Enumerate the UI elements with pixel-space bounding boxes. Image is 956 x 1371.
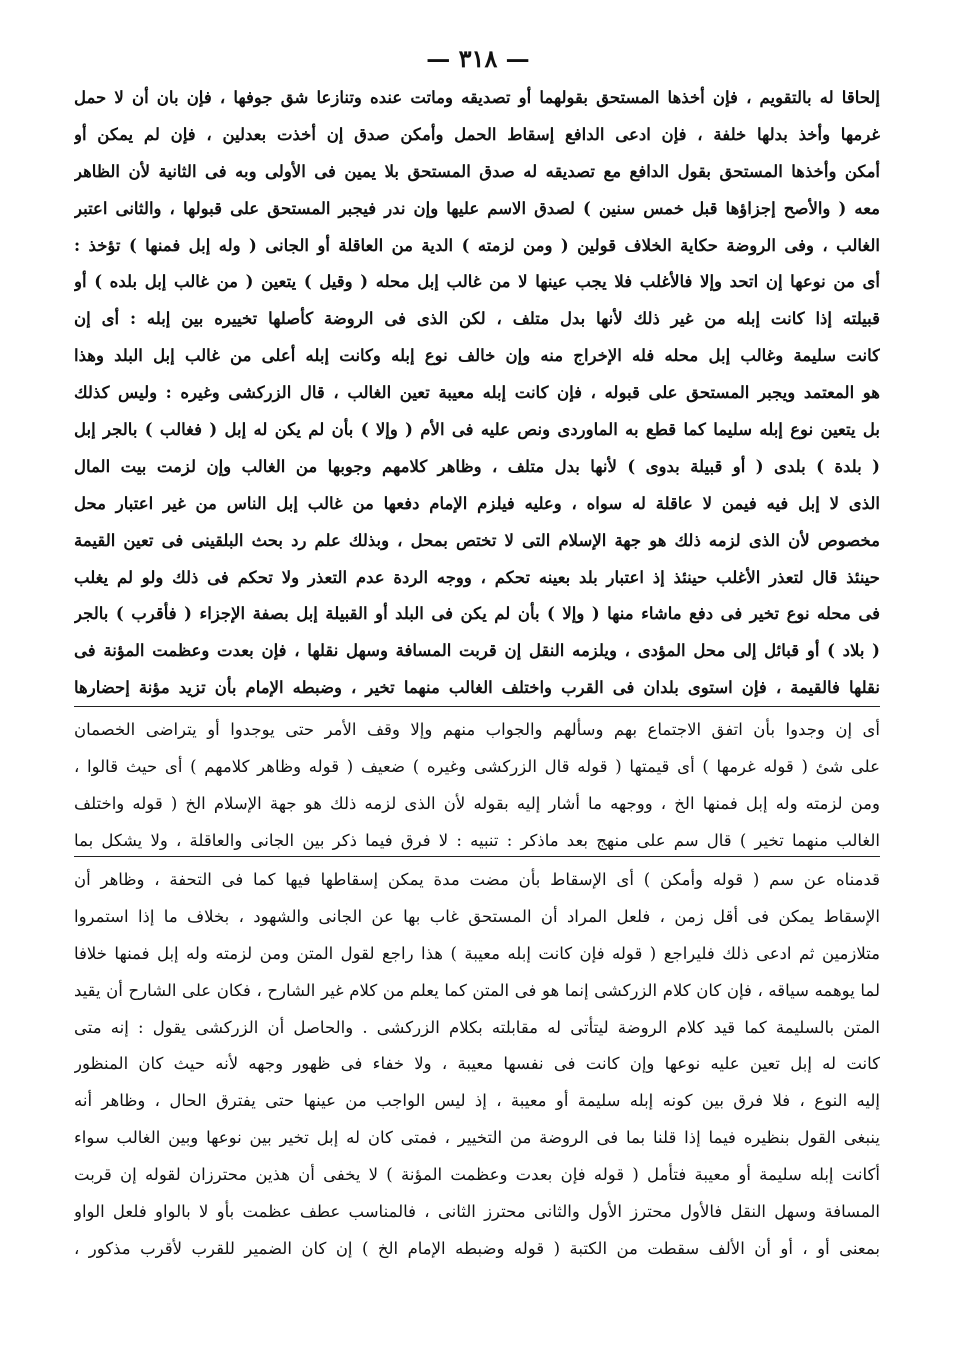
footnote-line: لما يوهمه سياقه ، فإن كان كلام الزركشى إنما هو فى المتن كما يعلم من كلام غير الشارح ، فكان على الشارح أن يقيد: [74, 980, 880, 1000]
footnote-line: إليه النوع ، فلا فرق بين كونه إبله سليمة أو معيبة ، إذ ليس الواجب من عينها حتى يفترق الحال ، وظاهر أنه: [74, 1091, 880, 1111]
footnote-line: المتن بالسليمة كما قيد كلام الروضة ليتأتى له مقابلته بكلام الزركشى . والحاصل أن الزركشى يقول : إنه متى: [74, 1017, 880, 1037]
footnote-line: متلازمين ثم ادعى ذلك فليراجع ( قوله فإن كانت إبله معيبة ) هذا راجع لقول المتن ومن لزمته وله إبل فمنها خلافا: [74, 943, 880, 963]
main-text-line: إلحاقا له بالتقويم ، فإن أخذها المستحق بقولهما أو تصديقه وماتت عنده وتنازعا شق جوفها ، فإن بان أن لا حمل: [74, 88, 880, 107]
main-text-line: ( بلاد ) أو قبائل إلى محل المؤدى ، ويلزمه النقل إن قربت المسافة وسهل نقلها ، فإن بعدت وعظمت المؤنة فى: [74, 641, 880, 661]
footnote-line: الغالب منهما تخير ) قال سم على منهج بعد ماذكر : تنبيه : لا فرق فيما ذكر بين الجانى والعاقلة ، ولا يشكل بما: [74, 830, 880, 850]
main-text-line: هو المعتمد ويجبر المستحق على قبوله ، فإن كانت إبله معيبة تعين الغالب ، قال الزركشى وغيره : وليس كذلك: [74, 383, 880, 403]
main-text-line: كانت سليمة وغالب إبل محله فله الإخراج منه وإن خالف نوع إبله وكانت إبله أعلى من غالب إبل البلد وهذا: [74, 346, 880, 366]
main-text-line: مخصوص لأن الذى لزمه ذلك هو جهة الإسلام التى لا تختص بمحل ، وبذلك علم رد بحث البلقينى فى تعين القيمة: [74, 530, 880, 550]
main-text-line: حينئذ قال لتعذر الأغلب حينئذ إذ اعتبار بلد بعينه تحكم ، ووجه الردة عدم التعذر ولا تحكم فى ذلك ولو لم يغلب: [74, 567, 880, 587]
page-number: — ٣١٨ —: [426, 44, 530, 73]
footnote-line: الإسقاط يمكن فى أقل زمن ، فلعل المراد أن المستحق غاب بها عن الجانى والشهود ، بخلاف ما إذا استمروا: [74, 906, 880, 926]
main-text-line: أى من نوعها إن اتحد وإلا فالأغلب فلا يجب عينها لا من غالب إبل محله ( وقيل ) يتعين ( من غالب إبل بلده ) أو: [74, 272, 880, 292]
main-text-line: بل يتعين نوع إبله سليما كما قطع به الماوردى ونص عليه فى الأم ( وإلا ) بأن لم يكن له إبل ( فغالب ) بالجر إبل: [74, 420, 880, 440]
main-text-line: الذى لا إبل فيه فيمن لا عاقلة له سواه ، وعليه فيلزم الإمام دفعها من غالب إبل الناس من غير اعتبار محل: [74, 493, 880, 513]
main-text-line: معه ( والأصح إجزاؤها قبل خمس سنين ) لصدق الاسم عليها وإن ندر فيجبر المستحق على قبولها ، والثانى اعتبر: [74, 198, 880, 218]
footnote-line: على شئ ( قوله غرمها ) أى قيمتها ( قوله قال الزركشى وغيره ) ضعيف ( قوله وظاهر كلامهم ) أى حيث قالوا ،: [74, 756, 880, 776]
footnote-line: كانت له إبل تعين عليه نوعها وإن كانت فى نفسها معيبة ، ولا خفاء فى ظهور وجهه لأنه حيث كان المنظور: [74, 1054, 880, 1074]
main-text-line: قبيلته إذا كانت إبله من غير ذلك لأنها بدل متلف ، لكن الذى فى الروضة كأصلها تخييره بين إبله : أى إن: [74, 309, 880, 329]
footnote-block-1: [74, 712, 880, 860]
footnote-line: المسافة وسهل النقل فالأول محترز الأول والثانى محترز الثانى ، فالمناسب عطف عظمت بأو لا بالواو فلعل الواو: [74, 1202, 880, 1222]
footnote-line: بمعنى أو ، أو أن الألف سقطت من الكتبة ( قوله وضبطه الإمام الخ ) إن كان الضمير للقرب لأقرب مذكور ،: [74, 1238, 880, 1258]
footnote-line: أى إن وجدوا بأن اتفق الاجتماع بهم وسألهم والجواب منهم وإلا وقف الأمر حتى يوجدوا أو يتراضى الخصمان: [74, 720, 880, 739]
footnote-separator: [74, 706, 880, 707]
main-text-line: الغالب ، وفى الروضة حكاية الخلاف قولين ( ومن لزمته ) الدية من العاقلة أو الجانى ( وله إبل فمنها ) تؤخذ :: [74, 235, 880, 255]
main-text-line: غرمها وأخذ بدلها خلفة ، فإن ادعى الدافع إسقاط الحمل وأمكن صدق إن أخذت بعدلين ، فإن لم يمكن أو: [74, 124, 880, 144]
main-text-line: أمكن وأخذها المستحق بقول الدافع مع تصديقه له صدق المستحق بلا يمين فى الأولى وبه فى الثانية لأن الظاهر: [74, 161, 880, 181]
footnote-separator: [74, 856, 880, 857]
main-text-line: نقلها فالقيمة ، فإن استوى بلدان فى القرب واختلف الغالب منهما تخير ، وضبطه الإمام بأن تزيد مؤنة إحضارها: [74, 678, 880, 698]
footnote-line: أكانت إبله سليمة أو معيبة فتأمل ( قوله فإن بعدت وعظمت المؤنة ) لا يخفى أن هذين محترزان لقوله إن قربت: [74, 1165, 880, 1185]
footnote-line: قدمناه عن سم ( قوله وأمكن ) أى الإسقاط بأن مضت مدة يمكن إسقاطها فيها كما فى التحفة ، وظاهر أن: [74, 870, 880, 889]
main-text-block: [74, 80, 880, 707]
footnote-block-2: [74, 862, 880, 1268]
footnote-line: ومن لزمته وله إبل فمنها الخ ، ووجهه ما أشار إليه بقوله لأن الذى لزمه ذلك هو جهة الإسلام الخ ( قوله واختلف: [74, 793, 880, 813]
footnote-line: ينبغى القول بنظيره فيما إذا قلنا بما فى الروضة من التخيير ، فمتى كان له إبل تخير بين نوعها وبين الغالب سواء: [74, 1128, 880, 1148]
main-text-line: فى محله نوع تخير فى دفع ماشاء منها ( وإلا ) بأن لم يكن فى البلد أو القبيلة إبل بصفة الإجزاء ( فأقرب ) بالجر: [74, 604, 880, 624]
main-text-line: ( بلدة ) بلدى ( أو قبيلة بدوى ) لأنها بدل متلف ، وظاهر كلامهم وجوبها من الغالب وإن لزمت بيت المال: [74, 456, 880, 476]
